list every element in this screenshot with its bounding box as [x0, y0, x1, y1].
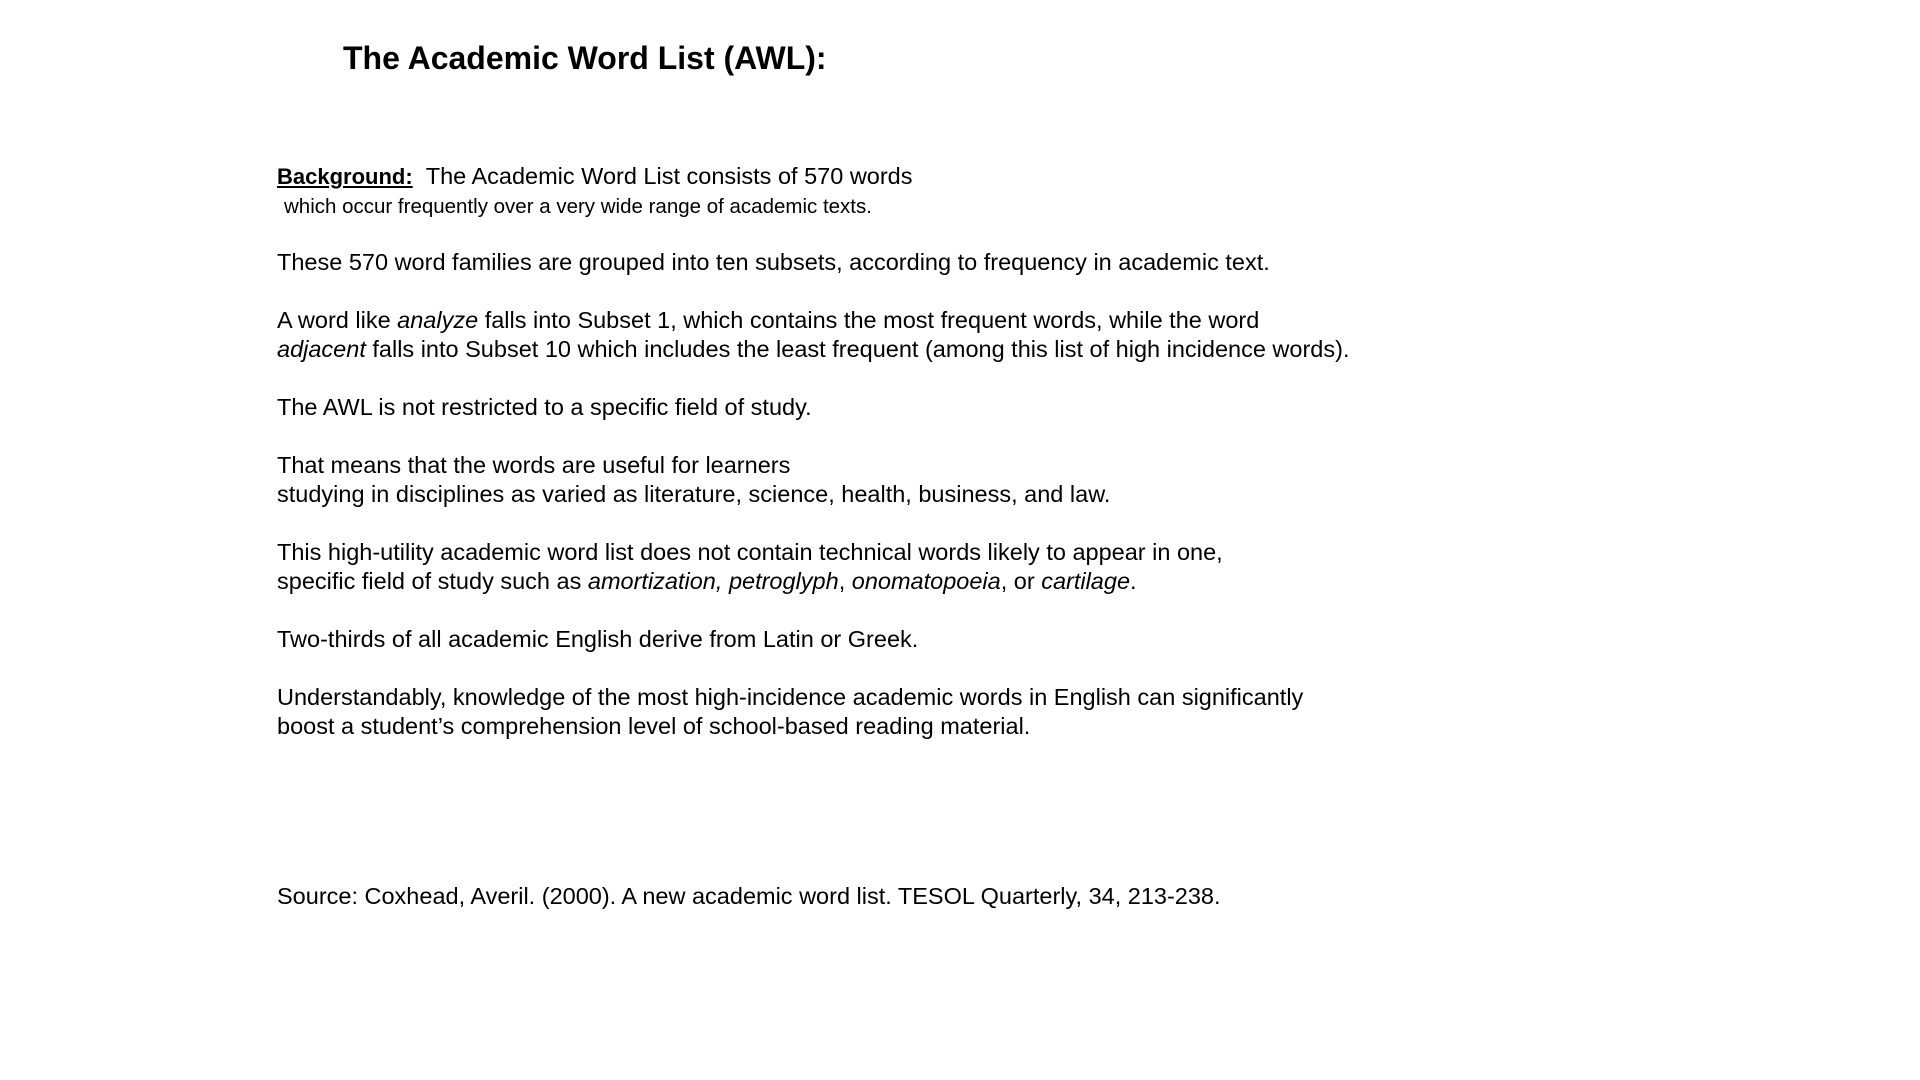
background-paragraph [277, 162, 1777, 221]
technical-separator: , [715, 568, 729, 594]
example-word-adjacent: adjacent [277, 336, 366, 362]
example-word-analyze: analyze [397, 307, 479, 333]
background-line-2: which occur frequently over a very wide range of academic texts. [284, 195, 872, 218]
learners-line-2: studying in disciplines as varied as literature, science, health, business, and law. [277, 481, 1111, 507]
example-text-1: A word like [277, 307, 398, 333]
technical-separator: , or [1000, 568, 1042, 594]
knowledge-line-2: boost a student’s comprehension level of school-based reading material. [277, 713, 1031, 739]
technical-word-onomatopoeia: onomatopoeia [851, 568, 1001, 594]
background-heading: Background: [277, 164, 413, 189]
latin-paragraph: Two-thirds of all academic English derive from Latin or Greek. [277, 626, 919, 652]
background-line-1: The Academic Word List consists of 570 words [425, 163, 913, 189]
technical-end: . [1130, 568, 1137, 594]
field-paragraph: The AWL is not restricted to a specific field of study. [277, 394, 812, 420]
learners-line-1: That means that the words are useful for learners [277, 452, 791, 478]
page-title: The Academic Word List (AWL): [343, 40, 827, 76]
technical-paragraph [277, 538, 1777, 596]
technical-word-cartilage: cartilage [1041, 568, 1131, 594]
technical-word-amortization: amortization [587, 568, 716, 594]
technical-separator: , [838, 568, 852, 594]
technical-line-1: This high-utility academic word list does not contain technical words likely to appear in one, [277, 539, 1223, 565]
technical-text: specific field of study such as [277, 568, 588, 594]
learners-paragraph [277, 451, 1777, 509]
example-text-3: falls into Subset 10 which includes the least frequent (among this list of high incidence words). [365, 336, 1350, 362]
document-body [277, 162, 1777, 770]
example-text-2: falls into Subset 1, which contains the most frequent words, while the word [478, 307, 1260, 333]
knowledge-line-1: Understandably, knowledge of the most high-incidence academic words in English can significantly [277, 684, 1304, 710]
subsets-paragraph: These 570 word families are grouped into ten subsets, according to frequency in academic text. [277, 249, 1270, 275]
example-paragraph [277, 306, 1777, 364]
knowledge-paragraph [277, 683, 1777, 741]
source-citation: Source: Coxhead, Averil. (2000). A new academic word list. TESOL Quarterly, 34, 213-238. [277, 883, 1221, 909]
technical-word-petroglyph: petroglyph [728, 568, 839, 594]
